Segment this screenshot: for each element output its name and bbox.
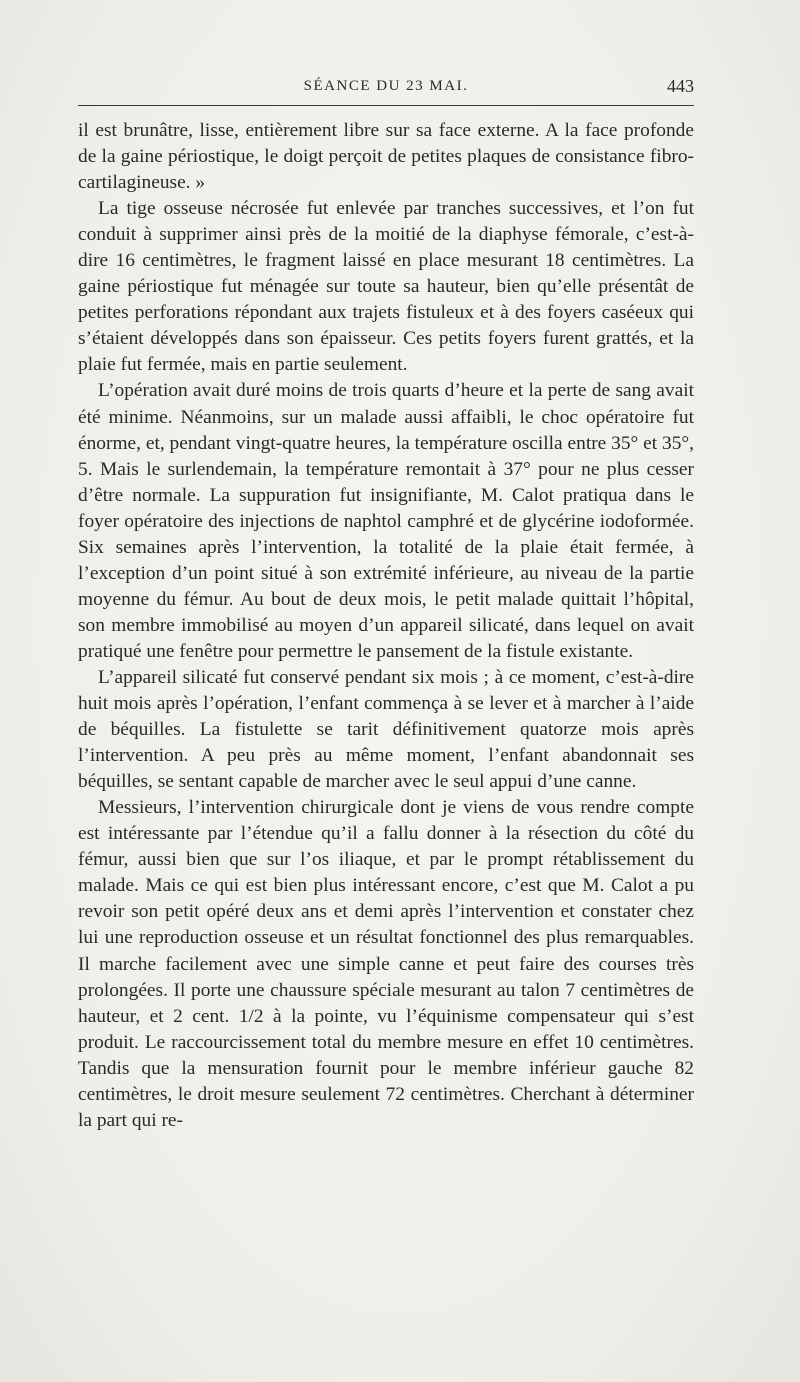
- page-number: 443: [667, 76, 694, 96]
- body-text: [78, 118, 694, 1134]
- page-header: [78, 74, 694, 102]
- running-head: SÉANCE DU 23 MAI.: [303, 78, 469, 94]
- paragraph: La tige osseuse nécrosée fut enlevée par tranches successives, et l’on fut conduit à supprimer ainsi près de la moitié de la diaphyse fémorale, c’est-à-dire 16 centimètres, le fragment laissé en place mesurant 18 centimètres. La gaine périostique fut ménagée sur toute sa hauteur, bien qu’elle présentât de petites perforations répondant aux trajets fistuleux et à des foyers caséeux qui s’étaient développés dans son épaisseur. Ces petits foyers furent grattés, et la plaie fut fermée, mais en partie seulement.: [78, 198, 694, 376]
- paragraph-continuation: il est brunâtre, lisse, entièrement libre sur sa face externe. A la face profonde de la gaine périostique, le doigt perçoit de petites plaques de consistance fibro-cartilagineuse. »: [78, 120, 694, 194]
- paragraph: L’appareil silicaté fut conservé pendant six mois ; à ce moment, c’est-à-dire huit mois après l’opération, l’enfant commença à se lever et à marcher à l’aide de béquilles. La fistulette se tarit définitivement quatorze mois après l’intervention. A peu près au même moment, l’enfant abandonnait ses béquilles, se sentant capable de marcher avec le seul appui d’une canne.: [78, 666, 694, 793]
- paragraph: Messieurs, l’intervention chirurgicale dont je viens de vous rendre compte est intéressante par l’étendue qu’il a fallu donner à la résection du côté du fémur, aussi bien que sur l’os iliaque, et par le prompt rétablissement du malade. Mais ce qui est bien plus intéressant encore, c’est que M. Calot a pu revoir son petit opéré deux ans et demi après l’intervention et constater chez lui une reproduction osseuse et un résultat fonctionnel des plus remarquables. Il marche facilement avec une simple canne et peut faire des courses très prolongées. Il porte une chaussure spéciale mesurant au talon 7 centimètres de hauteur, et 2 cent. 1/2 à la pointe, vu l’équinisme compensateur qui s’est produit. Le raccourcissement total du membre mesure en effet 10 centimètres. Tandis que la mensuration fournit pour le membre inférieur gauche 82 centimètres, le droit mesure seulement 72 centimètres. Cherchant à déterminer la part qui re-: [78, 797, 694, 1131]
- paragraph: L’opération avait duré moins de trois quarts d’heure et la perte de sang avait été minime. Néanmoins, sur un malade aussi affaibli, le choc opératoire fut énorme, et, pendant vingt-quatre heures, la température oscilla entre 35° et 35°, 5. Mais le surlendemain, la température remontait à 37° pour ne plus cesser d’être normale. La suppuration fut insignifiante, M. Calot pratiqua dans le foyer opératoire des injections de naphtol camphré et de glycérine iodoformée. Six semaines après l’intervention, la totalité de la plaie était fermée, à l’exception d’un point situé à son extrémité inférieure, au niveau de la partie moyenne du fémur. Au bout de deux mois, le petit malade quittait l’hôpital, son membre immobilisé au moyen d’un appareil silicaté, dans lequel on avait pratiqué une fenêtre pour permettre le pansement de la fistule existante.: [78, 380, 694, 662]
- header-rule: [78, 105, 694, 106]
